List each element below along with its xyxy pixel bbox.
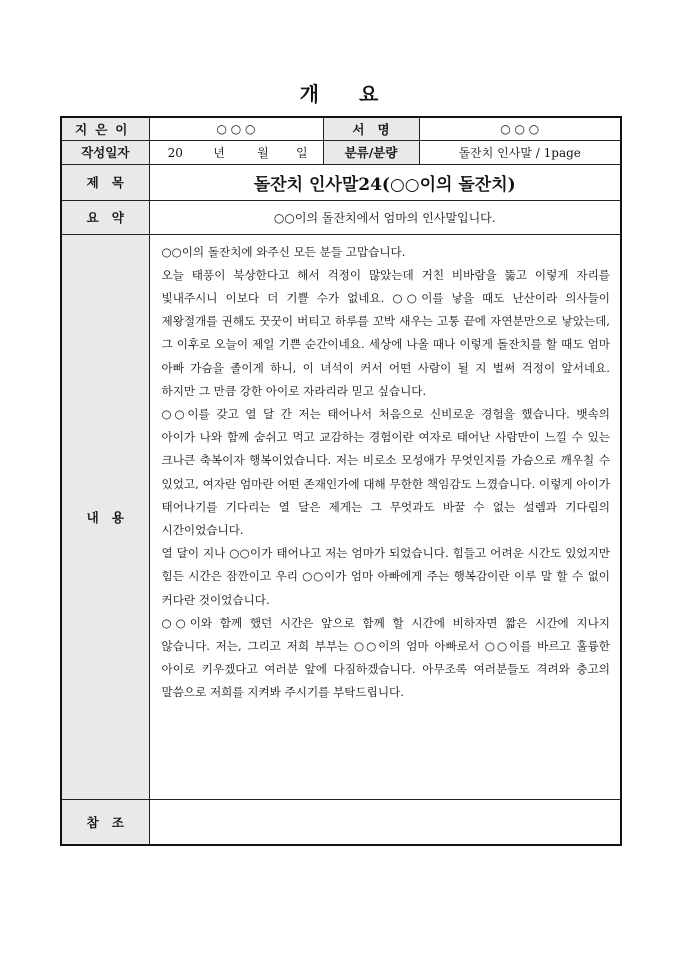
date-value [149, 140, 323, 164]
content-label: 내 용 [61, 234, 149, 799]
content-body [149, 234, 621, 799]
category-label: 분류/분량 [323, 140, 419, 164]
author-row [61, 117, 621, 140]
reference-row [61, 799, 621, 845]
date-row [61, 140, 621, 164]
sign-value: ○ ○ ○ [419, 117, 621, 140]
date-day-unit: 일 [295, 145, 308, 160]
sign-label: 서 명 [323, 117, 419, 140]
date-year-unit: 년 [213, 145, 225, 160]
author-label: 지은이 [61, 117, 149, 140]
subject-row [61, 164, 621, 200]
overview-form-table [60, 116, 622, 846]
content-paragraph: ○○이의 돌잔치에 와주신 모든 분들 고맙습니다. [161, 244, 406, 259]
summary-row [61, 200, 621, 234]
date-label: 작성일자 [61, 140, 149, 164]
content-paragraph: ○○이와 함께 했던 시간은 앞으로 함께 할 시간에 비하자면 짧은 시간에 지나지 않습니다. 저는, 그리고 저희 부부는 ○○이의 엄마 아빠로서 ○○이를 바르고 훌륭한 아이로 키우겠다고 여러분 앞에 다짐하겠습니다. 아무조록 여러분들도 격려와 충고의 말씀으로 저희를 지켜봐 주시기를 부탁드립니다. [161, 615, 610, 700]
title-char-2: 요 [359, 82, 381, 106]
summary-value: ○○이의 돌잔치에서 엄마의 인사말입니다. [149, 200, 621, 234]
content-row [61, 234, 621, 799]
reference-label: 참 조 [61, 799, 149, 845]
reference-value [149, 799, 621, 845]
content-paragraph: ○○이를 갖고 열 달 간 저는 태어나서 처음으로 신비로운 경험을 했습니다. 뱃속의 아이가 나와 함께 숨쉬고 먹고 교감하는 경험이란 여자로 태어난 사람만이 느낄 수 있는 크나큰 축복이자 행복이었습니다. 저는 비로소 모성애가 무엇인지를 가슴으로 깨우칠 수 있었고, 여자란 엄마란 어떤 존재인가에 대해 무한한 책임감도 느꼈습니다. 이렇게 아이가 태어나기를 기다리는 열 달은 제게는 그 무엇과도 바꿀 수 없는 설렘과 기다림의 시간이었습니다. [161, 406, 610, 537]
subject-value: 돌잔치 인사말24(○○이의 돌잔치) [149, 164, 621, 200]
subject-label: 제 목 [61, 164, 149, 200]
author-value: ○ ○ ○ [149, 117, 323, 140]
summary-label: 요 약 [61, 200, 149, 234]
date-month-unit: 월 [257, 145, 269, 160]
content-paragraph: 열 달이 지나 ○○이가 태어나고 저는 엄마가 되었습니다. 힘들고 어려운 시간도 있었지만 힘든 시간은 잠깐이고 우리 ○○이가 엄마 아빠에게 주는 행복감이란 이루 말 할 수 없이 커다란 것이었습니다. [161, 546, 610, 607]
document-title [0, 78, 680, 107]
title-char-1: 개 [299, 82, 321, 106]
content-paragraph: 오늘 태풍이 북상한다고 해서 걱정이 많았는데 거친 비바람을 뚫고 이렇게 자리를 빛내주시니 이보다 더 기쁠 수가 없네요. ○○이를 낳을 때도 난산이라 의사들이 제왕절개를 권해도 꿋꿋이 버티고 하루를 꼬박 새우는 고통 끝에 자연분만으로 낳았는데, 그 이후로 오늘이 제일 기쁜 순간이네요. 세상에 나올 때나 이렇게 돌잔치를 할 때도 엄마 아빠 가슴을 졸이게 하니, 이 녀석이 커서 어떤 사람이 될 지 벌써 걱정이 앞서네요. 하지만 그 만큼 강한 아이로 자라리라 믿고 싶습니다. [161, 267, 610, 398]
category-value: 돌잔치 인사말 / 1page [419, 140, 621, 164]
date-year: 20 [167, 145, 183, 160]
